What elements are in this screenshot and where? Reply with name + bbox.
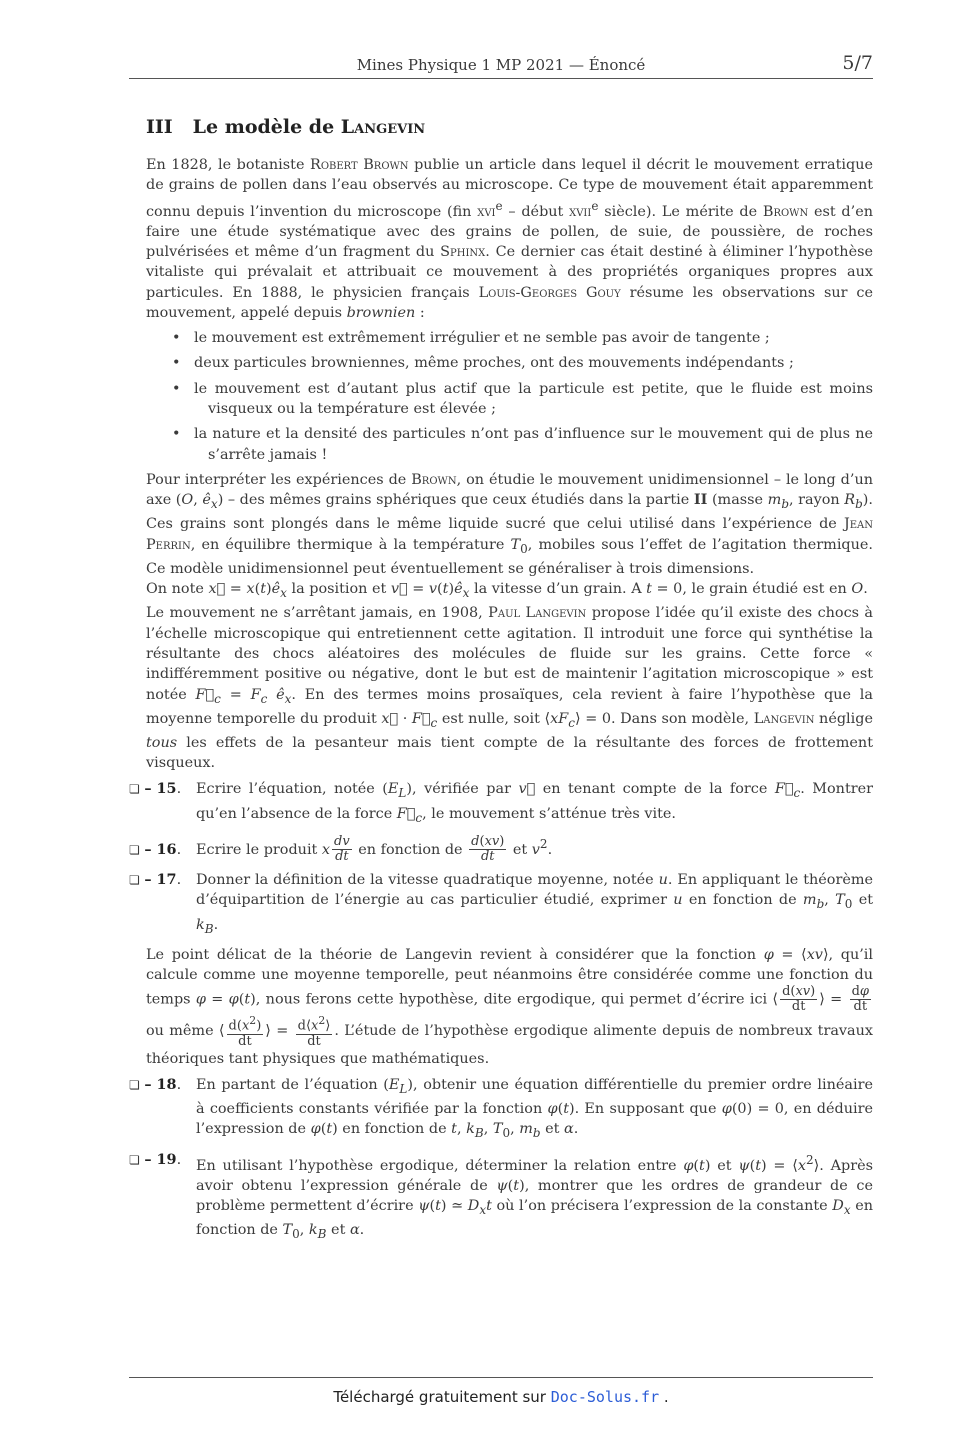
question-15: ❏ – 15. Ecrire l’équation, notée $(E_L)$, vérifiée par v⃗ en tenant compte de la force $F⃗_c$. Montrer qu’en l’absence de la force $F⃗_c$, le mouvement s’atténue très vite. [129,780,874,825]
footer-suffix: . [659,1388,669,1406]
question-number: – 15 [144,780,177,798]
footer-text: Téléchargé gratuitement sur [333,1388,551,1406]
observations-list [146,328,873,465]
question-number: – 18 [144,1075,177,1093]
model-paragraph: Pour interpréter les expériences de Brown, on étudie le mouvement unidimensionnel – le long d’un axe (O, $ê_x$) – des mêmes grains sphériques que ceux étudiés dans la partie II (masse $m_b$, rayon $R_b$). Ces grains sont plongés dans le même liquide sucré que celui utilisé dans l’expérience de Jean Perrin, en équilibre thermique à la température $T_0$, mobiles sous l’effet de l’agitation thermique. Ce modèle unidimensionnel peut éventuellement se généraliser à trois dimensions. On note x⃗ = $x(t)ê_x$ la position et v⃗ = $v(t)ê_x$ la vitesse d’un grain. A t = 0, le grain étudié est en O. Le mouvement ne s’arrêtant jamais, en 1908, Paul Langevin propose l’idée qu’il existe des chocs à l’échelle microscopique qui entretiennent cette agitation. Il introduit une force qui synthétise la résultante des chocs aléatoires des molécules de fluide sur les grains. Cette force « indifféremment positive ou négative, dont le but est de maintenir l’agitation microscopique » est notée $F⃗_c = F_c$ $ê_x$. En des termes moins prosaïques, cela revient à faire l’hypothèse que la moyenne temporelle du produit x⃗ · $F⃗_c$ est nulle, soit $⟨xF_c⟩ = 0$. Dans son modèle, Langevin néglige tous les effets de la pesanteur mais tient compte de la résultante des forces de frottement visqueux. [146,471,874,772]
page-header [129,50,873,79]
footer-link[interactable]: Doc-Solus.fr [550,1388,660,1406]
section-number: III [146,116,173,138]
list-item: • la nature et la densité des particules n’ont pas d’influence sur le mouvement qui de plus ne s’arrête jamais ! [172,424,873,465]
header-title: Mines Physique 1 MP 2021 — Énoncé [356,56,646,74]
page-number: 5/7 [842,52,873,74]
section-title-name: Langevin [340,116,426,138]
question-19: ❏ – 19. En utilisant l’hypothèse ergodique, déterminer la relation entre φ(t) et $\psi(t) = ⟨x^2⟩$. Après avoir obtenu l’expression générale de ψ(t), montrer que les ordres de grandeur de ce problème permettent d’écrire ψ(t) ≃ $D_xt$ où l’on précisera l’expression de la constante $D_x$ en fonction de $T_0$, $k_B$ et α. [129,1150,874,1242]
checkbox-icon: ❏ [129,1152,140,1167]
question-16: ❏ – 16. Ecrire le produit x $\frac{dv}{dt}$ en fonction de $\frac{d(xv)}{dt}$ et $v^2$. [129,834,553,865]
section-title [146,116,425,138]
checkbox-icon: ❏ [129,873,140,888]
list-item: • le mouvement est extrêmement irrégulier et ne semble pas avoir de tangente ; [172,328,873,348]
checkbox-icon: ❏ [129,1077,140,1092]
question-18: ❏ – 18. En partant de l’équation $(E_L)$, obtenir une équation différentielle du premier ordre linéaire à coefficients constants vérifiée par la fonction φ(t). En supposant que φ(0) = 0, en déduire l’expression de φ(t) en fonction de t, $k_B$, $T_0$, $m_b$ et α. [129,1075,873,1141]
question-number: – 17 [144,871,177,889]
checkbox-icon: ❏ [129,842,140,857]
section-title-text: Le modèle de [192,116,341,138]
checkbox-icon: ❏ [129,782,140,797]
list-item: • le mouvement est d’autant plus actif que la particule est petite, que le fluide est moins visqueux ou la température est élevée ; [172,379,873,420]
question-number: – 16 [144,840,177,858]
body-text [129,155,874,1248]
list-item: • deux particules browniennes, même proches, ont des mouvements indépendants ; [172,353,873,373]
page-footer [129,1377,873,1406]
intro-paragraph: En 1828, le botaniste Robert Brown publie un article dans lequel il décrit le mouvement erratique de grains de pollen dans l’eau observés au microscope. Ce type de mouvement était apparemment connu depuis l’invention du microscope (fin xvi$^e$ – début xvii$^e$ siècle). Le mérite de Brown est d’en faire une étude systématique avec des grains de pollen, de suie, de poussière, de roches pulvérisées et même d’un fragment du Sphinx. Ce dernier cas était destiné à éliminer l’hypothèse vitaliste qui prévalait et attribuait ce mouvement à des propriétés organiques propres aux particules. En 1888, le physicien français Louis-Georges Gouy résume les observations sur ce mouvement, appelé depuis brownien : [146,157,874,321]
ergodic-paragraph: Le point délicat de la théorie de Langevin revient à considérer que la fonction φ = ⟨xv⟩, qu’il calcule comme une moyenne temporelle, peut néanmoins être considérée comme une fonction du temps φ = φ(t), nous ferons cette hypothèse, dite ergodique, qui permet d’écrire ici ⟨ $\frac{d(xv)}{dt}$ ⟩ = $\frac{d\varphi}{dt}$ ou même ⟨ $\frac{d(x^2)}{dt}$ ⟩ = $\frac{d⟨x^2⟩}{dt}$ . L’étude de l’hypothèse ergodique alimente depuis de nombreux travaux théoriques tant physiques que mathématiques. [146,946,874,1067]
question-number: – 19 [144,1150,177,1168]
question-17: ❏ – 17. Donner la définition de la vitesse quadratique moyenne, notée u. En appliquant le théorème d’équipartition de l’énergie au cas particulier étudié, exprimer u en fonction de $m_b$, $T_0$ et $k_B$. [129,871,874,936]
